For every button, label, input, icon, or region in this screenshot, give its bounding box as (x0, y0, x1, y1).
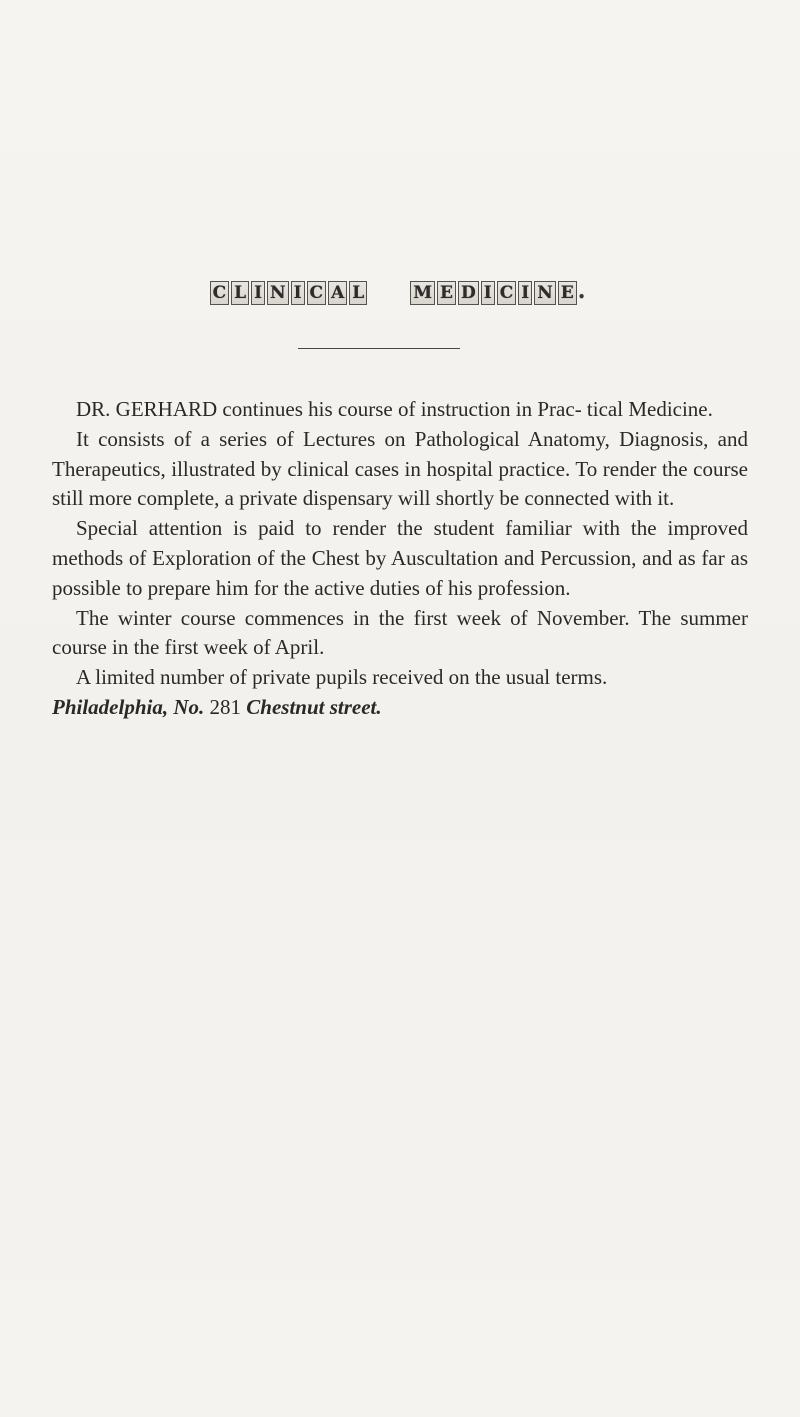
heading-letter: A (328, 281, 347, 305)
heading-letter: I (481, 281, 495, 305)
paragraph-schedule: The winter course commences in the first week of November. The summer course in the first week of April. (52, 605, 748, 660)
heading-letter: L (231, 281, 249, 305)
address-no-label: No. (173, 694, 205, 719)
heading-period: . (577, 278, 592, 304)
address-street: Chestnut street. (246, 694, 382, 719)
heading-letter: I (251, 281, 265, 305)
heading-letter: I (518, 281, 532, 305)
heading-letter: I (291, 281, 305, 305)
heading-letter: N (267, 281, 289, 305)
heading-letter: C (307, 281, 327, 305)
heading-letter: N (534, 281, 556, 305)
paragraph-intro: DR. GERHARD continues his course of instruction in Prac- tical Medicine. (76, 397, 713, 421)
page-heading (0, 278, 800, 305)
paragraph-pupils: A limited number of private pupils received on the usual terms. (76, 665, 608, 690)
heading-letter: L (349, 281, 367, 305)
paragraph-lectures: It consists of a series of Lectures on Pathological Anatomy, Diagnosis, and Therapeutics, illustrated by clinical cases in hospital practice. To render the course still more complete, a private dispensary will shortly be connected with it. (52, 426, 748, 511)
heading-letter: E (437, 281, 456, 305)
heading-letter: E (558, 281, 577, 305)
address-line (52, 693, 748, 723)
heading-letter: C (210, 281, 230, 305)
announcement-body (52, 395, 748, 723)
address-city: Philadelphia, (52, 694, 169, 719)
paragraph-auscultation: Special attention is paid to render the student familiar with the improved methods of Exploration of the Chest by Auscultation and Percussion, and as far as possible to prepare him for the active duties of his profession. (52, 516, 748, 600)
address-number: 281 (209, 694, 242, 719)
divider-rule (298, 348, 460, 349)
heading-letter: C (497, 281, 517, 305)
heading-letter: M (410, 281, 435, 305)
heading-letter: D (458, 281, 479, 305)
